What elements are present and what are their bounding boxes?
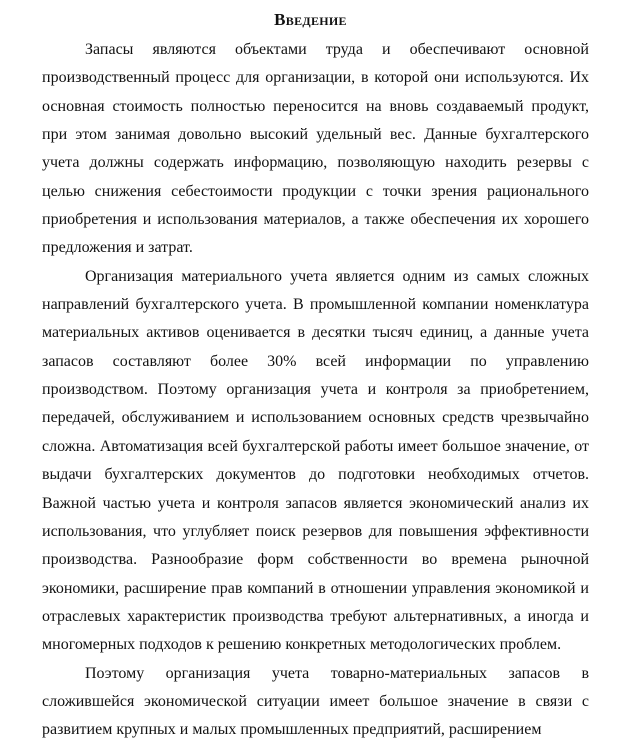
paragraph-3: Поэтому организация учета товарно-материальных запасов в сложившейся экономической ситуации имеет большое значение в связи с развитием крупных и малых промышленных предприятий, расширением xyxy=(42,664,589,739)
paragraph-1: Запасы являются объектами труда и обеспечивают основной производственный процесс для организации, в которой они используются. Их основная стоимость полностью переносится на вновь создаваемый продукт, при этом занимая довольно высокий удельный вес. Данные бухгалтерского учета должны содержать информацию, позволяющую находить резервы с целью снижения себестоимости продукции с точки зрения рационального приобретения и использования материалов, а также обеспечения их хорошего предложения и затрат. xyxy=(42,41,589,257)
document-title: Введение xyxy=(274,10,347,29)
paragraph-2: Организация материального учета является одним из самых сложных направлений бухгалтерского учета. В промышленной компании номенклатура материальных активов оценивается в десятки тысяч единиц, а данные учета запасов составляют более 30% всей информации по управлению производством. Поэтому организация учета и контроля за приобретением, передачей, обслуживанием и использованием основных средств чрезвычайно сложна. Автоматизация всей бухгалтерской работы имеет большое значение, от выдачи бухгалтерских документов до подготовки необходимых отчетов. Важной частью учета и контроля запасов является экономический анализ их использования, что углубляет поиск резервов для повышения эффективности производства. Разнообразие форм собственности во времена рыночной экономики, расширение прав компаний в отношении управления экономикой и отраслевых характеристик производства требуют альтернативных, а иногда и многомерных подходов к решению конкретных методологических проблем. xyxy=(42,267,589,654)
document-body xyxy=(42,36,589,745)
